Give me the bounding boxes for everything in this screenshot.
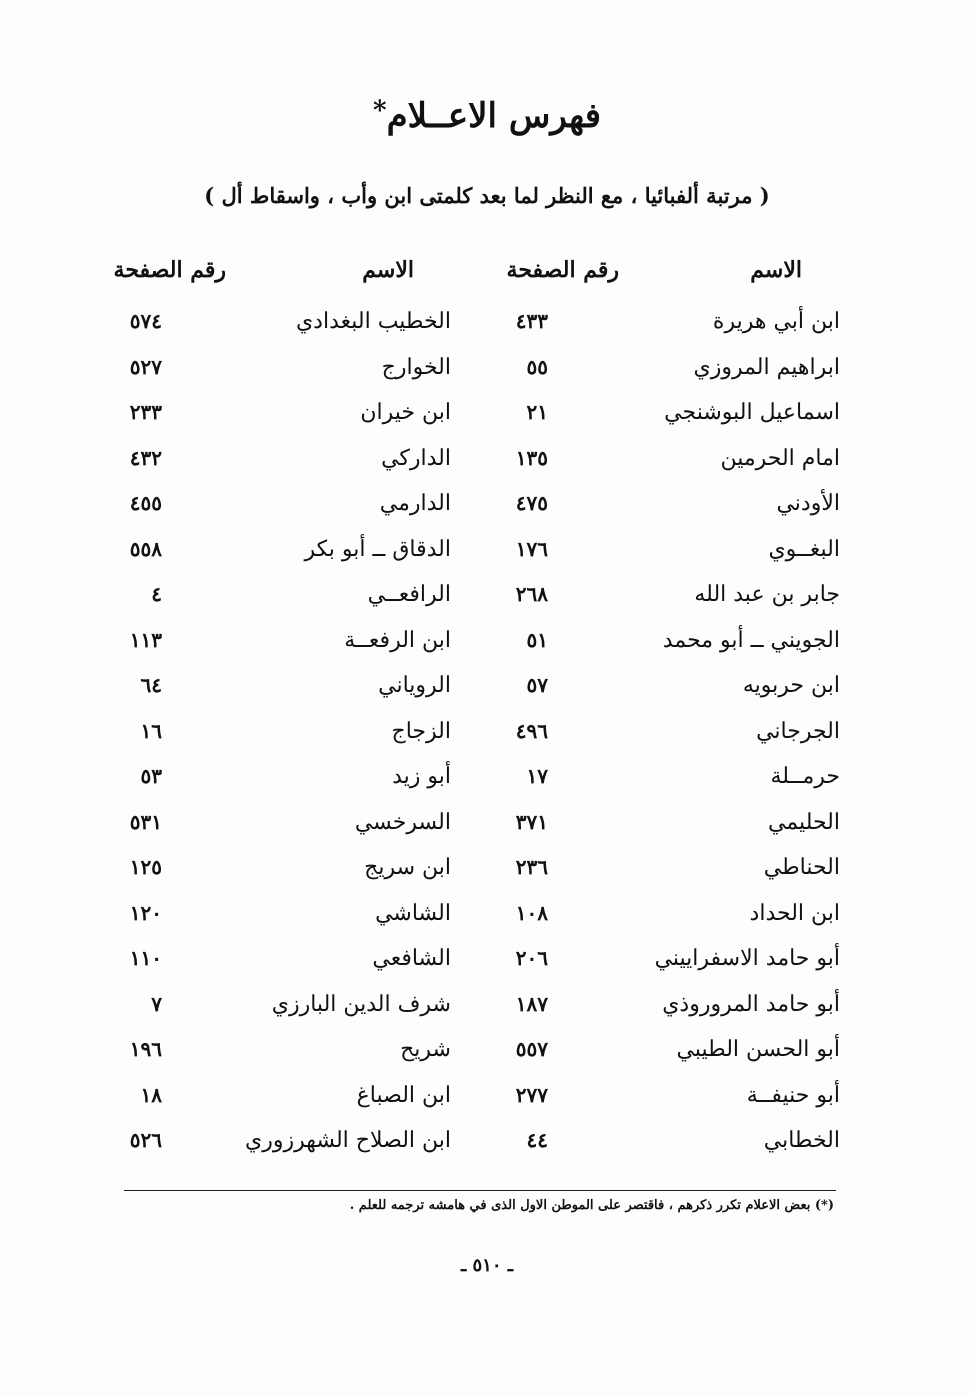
entry-name-left: الروياني [378,673,451,698]
entry-name-left: ابن الرفعــة [344,627,451,653]
footnote: (*) بعض الاعلام تكرر ذكرهم ، فاقتصر على الموطن الاول الذى في هامشه ترجمه للعلم . [349,1198,834,1213]
table-row [0,715,974,761]
footnote-marker: * [372,96,387,126]
table-row [0,487,974,533]
entry-name-right: امام الحرمين [720,445,840,471]
entry-page-right: ٢٠٦ [515,946,548,970]
entry-page-left: ٥٣ [140,764,162,788]
entry-name-left: الداركي [381,445,451,471]
table-row [0,897,974,943]
entry-name-right: الحليمي [768,809,840,835]
entry-page-left: ٧ [151,991,162,1016]
entry-name-right: اسماعيل البوشنجي [664,400,840,425]
table-row [0,351,974,397]
entry-page-right: ١٧ [526,764,548,788]
table-row [0,1079,974,1125]
entry-page-right: ٢٣٦ [515,855,548,879]
entry-page-right: ١٧٦ [515,536,548,561]
entry-page-left: ٥٢٦ [129,1128,162,1152]
entry-page-left: ٢٣٣ [129,400,162,424]
entry-page-left: ١١٣ [129,627,162,652]
entry-name-left: الدارمي [379,491,451,516]
header-page-right: رقم الصفحة [506,257,619,283]
entry-page-right: ٣٧١ [515,809,548,834]
header-page-left: رقم الصفحة [113,257,226,283]
entry-name-left: أبو زيد [392,764,451,789]
entry-name-right: البغــوي [768,536,840,562]
entry-name-left: ابن الصباغ [356,1082,451,1108]
entry-page-left: ٥٢٧ [129,354,162,379]
table-row [0,624,974,670]
entry-page-left: ٥٧٤ [129,309,162,333]
entry-page-right: ٢٧٧ [515,1082,548,1107]
entry-page-right: ١٣٥ [515,445,548,470]
entry-name-left: شريح [400,1037,451,1062]
entry-name-left: الشافعي [372,946,451,971]
entry-page-left: ٥٥٨ [129,536,162,561]
entry-page-left: ٤٥٥ [129,491,162,515]
entry-page-right: ١٠٨ [515,900,548,925]
entry-page-right: ٤٤ [526,1128,548,1152]
header-name-left: الاسم [362,257,414,283]
entry-name-left: الرافعــي [367,582,451,607]
entry-name-left: ابن سريج [364,855,451,880]
entry-page-right: ٥٥٧ [515,1037,548,1061]
table-row [0,942,974,988]
entry-name-right: ابن حربويه [742,673,840,698]
entry-page-left: ١٨ [140,1082,162,1107]
entry-page-left: ١١٠ [129,946,162,970]
entry-page-right: ٥١ [526,627,548,652]
table-row [0,988,974,1034]
entry-name-right: الجرجاني [756,718,840,744]
entry-page-right: ٥٧ [526,673,548,697]
page-subtitle: ( مرتبة ألفبائيا ، مع النظر لما بعد كلمتى ابن وأب ، واسقاط أل ) [204,183,770,208]
header-name-right: الاسم [750,257,802,283]
entry-name-left: الخوارج [381,354,451,380]
table-row [0,760,974,806]
entry-name-left: الخطيب البغدادي [295,309,451,334]
entry-page-right: ٤٧٥ [515,491,548,515]
table-row [0,806,974,852]
entry-name-left: الدقاق ــ أبو بكر [304,536,451,562]
entry-name-right: حرمــلة [770,764,840,789]
entry-name-right: الجويني ــ أبو محمد [662,627,840,653]
table-row [0,851,974,897]
entry-name-right: أبو حنيفــة [746,1082,840,1108]
entry-name-left: شرف الدين البارزي [271,991,451,1017]
index-table [0,305,974,1170]
entry-name-left: السرخسي [354,809,451,835]
entry-name-left: ابن خيران [360,400,451,425]
entry-name-right: أبو الحسن الطيبي [676,1037,840,1062]
entry-page-right: ٥٥ [526,354,548,379]
entry-name-right: أبو حامد الاسفراييني [654,946,840,971]
entry-name-right: الحناطي [763,855,840,880]
entry-page-left: ١٢٠ [129,900,162,925]
entry-page-right: ١٨٧ [515,991,548,1016]
entry-name-right: ابن الحداد [749,900,840,926]
entry-name-left: ابن الصلاح الشهرزوري [244,1128,451,1153]
entry-page-right: ٤٩٦ [515,718,548,743]
entry-page-left: ٦٤ [140,673,162,697]
table-row [0,396,974,442]
entry-name-right: ابن أبي هريرة [712,309,840,334]
entry-page-left: ٤ [151,582,162,606]
page-title [0,96,974,136]
entry-page-left: ١٢٥ [129,855,162,879]
footnote-divider [124,1190,836,1191]
entry-name-left: الشاشي [375,900,451,926]
entry-page-left: ٤٣٢ [129,445,162,470]
table-row [0,1033,974,1079]
entry-page-right: ٤٣٣ [515,309,548,333]
page-number: ـ ٥١٠ ـ [460,1255,514,1276]
entry-name-right: الخطابي [763,1128,840,1153]
table-row [0,578,974,624]
table-row [0,1124,974,1170]
entry-page-right: ٢٦٨ [515,582,548,606]
table-row [0,669,974,715]
entry-page-left: ١٩٦ [129,1037,162,1061]
entry-page-right: ٢١ [526,400,548,424]
entry-page-left: ١٦ [140,718,162,743]
table-row [0,442,974,488]
table-row [0,533,974,579]
table-row [0,305,974,351]
title-text: فهرس الاعــلام [386,96,602,136]
entry-name-right: ابراهيم المروزي [693,354,840,380]
entry-name-right: أبو حامد المروروذي [662,991,840,1017]
entry-name-right: جابر بن عبد الله [694,582,840,607]
entry-page-left: ٥٣١ [129,809,162,834]
entry-name-right: الأودني [776,491,840,516]
entry-name-left: الزجاج [391,718,451,744]
